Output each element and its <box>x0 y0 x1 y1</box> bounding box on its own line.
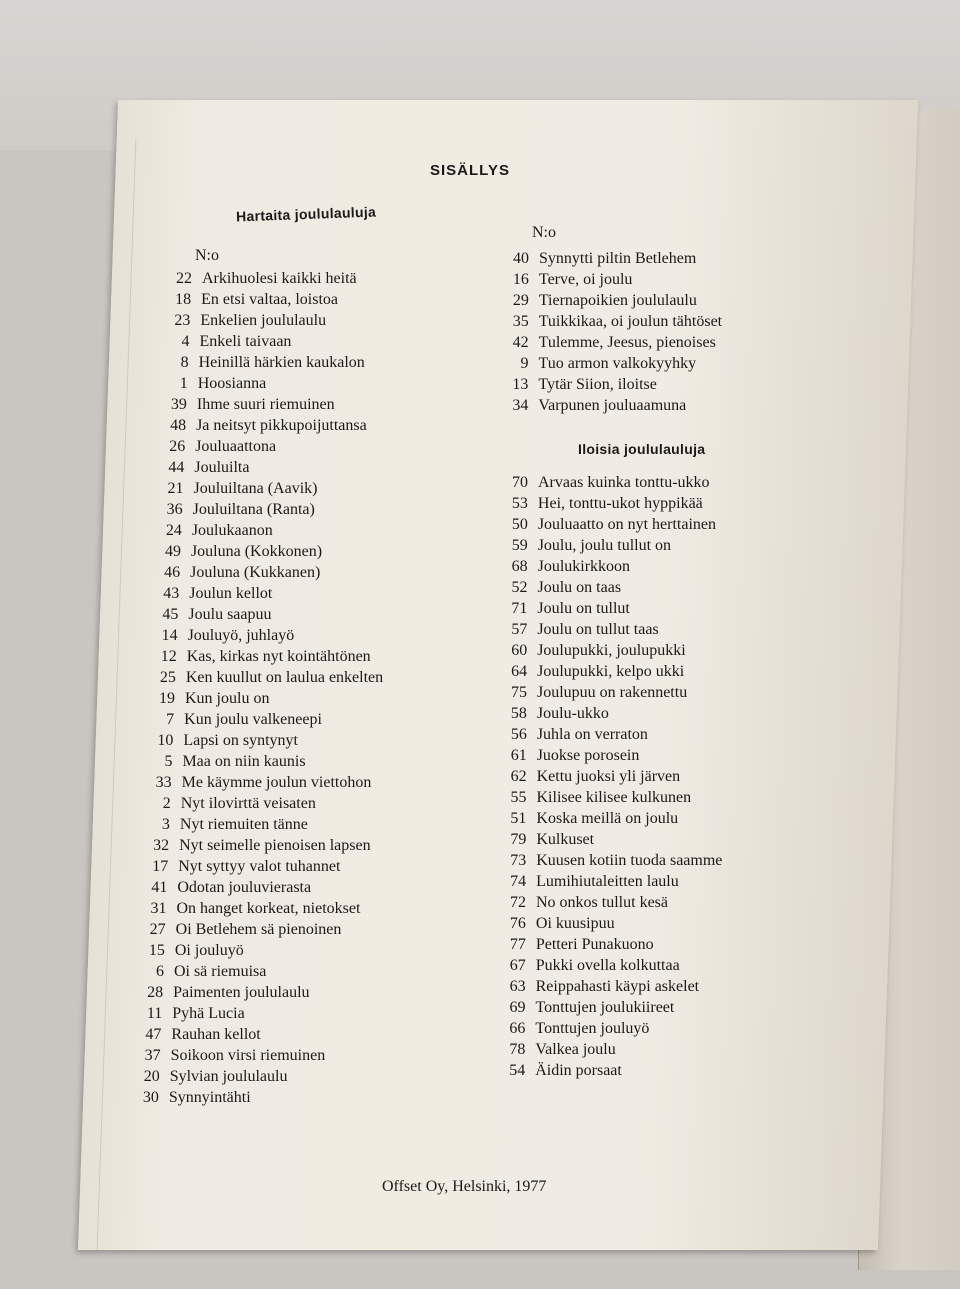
song-title: Maa on niin kaunis <box>182 753 306 770</box>
list-item <box>153 438 490 459</box>
song-title: Jouluna (Kukkanen) <box>190 564 321 581</box>
song-title: Heinillä härkien kaukalon <box>198 354 365 371</box>
list-item <box>497 271 827 292</box>
list-item <box>135 900 491 921</box>
song-title: Oi kuusipuu <box>535 915 615 932</box>
song-number: 63 <box>509 978 526 995</box>
song-number: 32 <box>153 837 170 854</box>
list-item <box>138 816 490 837</box>
song-title: Odotan jouluvierasta <box>177 879 312 896</box>
song-number: 59 <box>511 537 528 554</box>
song-number: 41 <box>151 879 168 896</box>
song-number: 30 <box>142 1089 159 1106</box>
publisher-footer: Offset Oy, Helsinki, 1977 <box>382 1178 547 1195</box>
song-number: 61 <box>510 747 527 764</box>
song-number: 2 <box>162 795 171 812</box>
list-item <box>140 753 490 774</box>
list-item <box>127 1089 490 1110</box>
list-item <box>495 705 826 726</box>
song-title: Lumihiutaleitten laulu <box>536 873 679 890</box>
song-title: Joulu, joulu tullut on <box>537 537 672 554</box>
song-number: 35 <box>512 313 529 330</box>
song-title: Juhla on verraton <box>536 726 648 743</box>
song-title: Nyt riemuiten tänne <box>179 816 308 833</box>
list-item <box>496 397 827 418</box>
list-item <box>496 474 826 495</box>
list-item <box>129 1026 490 1047</box>
list-item <box>136 858 490 879</box>
song-title: Joulukirkkoon <box>537 558 631 575</box>
list-item <box>145 648 490 669</box>
list-item <box>496 537 826 558</box>
song-number: 60 <box>511 642 528 659</box>
song-number: 42 <box>512 334 529 351</box>
song-number: 70 <box>512 474 528 491</box>
list-item <box>496 579 827 600</box>
song-title: Tuikkikaa, oi joulun tähtöset <box>538 313 723 330</box>
list-item <box>132 963 490 984</box>
list-item <box>129 1047 490 1068</box>
song-title: Pyhä Lucia <box>172 1005 245 1022</box>
song-title: Synnyintähti <box>168 1089 251 1106</box>
list-item <box>131 984 490 1005</box>
right-section-heading: Iloisia joululauluja <box>578 441 706 457</box>
song-number: 23 <box>174 312 191 329</box>
song-title: Joulu on taas <box>537 579 622 596</box>
song-title: Tulemme, Jeesus, pienoises <box>538 334 716 351</box>
right-song-list-a <box>497 250 827 418</box>
song-title: Petteri Punakuono <box>535 936 654 953</box>
list-item <box>157 333 490 354</box>
list-item <box>150 522 490 543</box>
list-item <box>497 355 828 376</box>
list-item <box>496 516 826 537</box>
song-number: 40 <box>513 250 529 267</box>
list-item <box>494 810 826 831</box>
song-number: 68 <box>511 558 528 575</box>
song-title: Terve, oi joulu <box>538 271 633 288</box>
list-item <box>494 999 827 1020</box>
list-item <box>152 459 490 480</box>
song-title: Kas, kirkas nyt kointähtönen <box>186 648 371 665</box>
list-item <box>497 250 827 271</box>
page-title: SISÄLLYS <box>430 162 510 179</box>
list-item <box>497 334 827 355</box>
song-number: 52 <box>511 579 528 596</box>
list-item <box>144 669 490 690</box>
song-title: Nyt ilovirttä veisaten <box>180 795 316 812</box>
song-number: 36 <box>166 501 183 518</box>
song-title: Paimenten joululaulu <box>173 984 310 1001</box>
list-item <box>134 921 490 942</box>
right-number-label: N:o <box>532 224 556 241</box>
song-title: Kun joulu on <box>185 690 270 707</box>
song-title: Tytär Siion, iloitse <box>538 376 657 393</box>
song-number: 13 <box>512 376 529 393</box>
song-title: Hei, tonttu-ukot hyppikää <box>537 495 703 512</box>
song-title: Juokse porosein <box>536 747 640 764</box>
left-song-list <box>142 270 490 1110</box>
song-number: 7 <box>166 711 175 728</box>
left-section-heading: Hartaita joululauluja <box>235 203 377 225</box>
song-number: 3 <box>161 816 170 833</box>
song-number: 55 <box>510 789 527 806</box>
song-title: Joulupuu on rakennettu <box>537 684 688 701</box>
song-title: Sylvian joululaulu <box>169 1068 288 1085</box>
list-item <box>139 795 490 816</box>
list-item <box>155 396 490 417</box>
song-title: Kettu juoksi yli järven <box>536 768 681 785</box>
song-number: 72 <box>510 894 526 911</box>
song-title: Varpunen jouluaamuna <box>538 397 687 414</box>
song-number: 45 <box>162 606 179 623</box>
song-number: 78 <box>509 1041 526 1058</box>
list-item <box>140 774 490 795</box>
list-item <box>495 768 826 789</box>
song-title: Synnytti piltin Betlehem <box>539 250 697 267</box>
song-title: Tiernapoikien joululaulu <box>538 292 697 309</box>
song-title: Kulkuset <box>536 831 595 848</box>
left-number-label: N:o <box>195 247 219 264</box>
song-title: Joulupukki, joulupukki <box>537 642 686 659</box>
list-item <box>157 354 490 375</box>
song-number: 51 <box>510 810 527 827</box>
list-item <box>158 312 490 333</box>
song-title: Oi sä riemuisa <box>173 963 267 980</box>
song-title: Reippahasti käypi askelet <box>535 978 700 995</box>
list-item <box>151 501 490 522</box>
song-number: 24 <box>165 522 182 539</box>
song-title: Joulun kellot <box>189 585 273 602</box>
list-item <box>152 480 491 501</box>
list-item <box>159 291 490 312</box>
list-item <box>148 564 490 585</box>
song-number: 73 <box>510 852 527 869</box>
song-title: Ken kuullut on laulua enkelten <box>185 669 384 686</box>
right-song-list-b <box>496 474 826 1083</box>
list-item <box>494 936 826 957</box>
list-item <box>495 663 826 684</box>
song-number: 37 <box>144 1047 161 1064</box>
song-title: Ja neitsyt pikkupoijuttansa <box>196 417 367 434</box>
list-item <box>154 417 490 438</box>
song-number: 6 <box>155 963 164 980</box>
list-item <box>495 684 826 705</box>
song-number: 75 <box>511 684 527 701</box>
song-title: Me käymme joulun viettohon <box>181 774 372 791</box>
song-title: Joulu saapuu <box>188 606 272 623</box>
song-number: 29 <box>512 292 529 309</box>
song-number: 4 <box>181 333 190 350</box>
song-title: Nyt syttyy valot tuhannet <box>178 858 341 875</box>
song-number: 33 <box>155 774 172 791</box>
song-title: Tuo armon valkokyyhky <box>538 355 697 372</box>
list-item <box>141 732 490 753</box>
song-title: Valkea joulu <box>535 1041 616 1058</box>
list-item <box>133 942 490 963</box>
list-item <box>494 978 826 999</box>
song-number: 39 <box>170 396 187 413</box>
song-title: Äidin porsaat <box>535 1062 622 1079</box>
song-number: 44 <box>168 459 185 476</box>
list-item <box>147 585 490 606</box>
list-item <box>497 292 827 313</box>
song-number: 16 <box>512 271 529 288</box>
list-item <box>495 642 826 663</box>
song-number: 22 <box>176 270 192 287</box>
song-title: Arvaas kuinka tonttu-ukko <box>538 474 710 491</box>
song-number: 74 <box>510 873 527 890</box>
list-item <box>495 789 827 810</box>
song-title: Kuusen kotiin tuoda saamme <box>536 852 723 869</box>
song-title: Jouluyö, juhlayö <box>187 627 295 644</box>
song-title: Arkihuolesi kaikki heitä <box>202 270 357 287</box>
song-number: 79 <box>510 831 527 848</box>
list-item <box>497 313 827 334</box>
song-number: 21 <box>167 480 184 497</box>
song-title: Tonttujen joulukiireet <box>535 999 675 1016</box>
list-item <box>160 270 490 291</box>
list-item <box>495 726 826 747</box>
song-number: 56 <box>510 726 527 743</box>
song-number: 34 <box>512 397 529 414</box>
song-number: 28 <box>147 984 164 1001</box>
song-number: 67 <box>509 957 526 974</box>
list-item <box>493 1062 826 1083</box>
song-number: 43 <box>163 585 180 602</box>
song-title: Jouluaattona <box>195 438 277 455</box>
list-item <box>156 375 490 396</box>
song-number: 54 <box>509 1062 526 1079</box>
list-item <box>496 558 826 579</box>
song-title: Hoosianna <box>197 375 267 392</box>
song-number: 76 <box>509 915 526 932</box>
list-item <box>128 1068 490 1089</box>
song-number: 49 <box>164 543 181 560</box>
list-item <box>135 879 490 900</box>
song-number: 31 <box>150 900 167 917</box>
list-item <box>494 915 826 936</box>
song-number: 46 <box>164 564 181 581</box>
song-number: 11 <box>146 1005 163 1022</box>
song-number: 19 <box>159 690 175 707</box>
song-title: Oi jouluyö <box>174 942 244 959</box>
list-item <box>130 1005 490 1026</box>
song-title: Joulukaanon <box>191 522 273 539</box>
song-number: 20 <box>143 1068 160 1085</box>
song-number: 62 <box>510 768 527 785</box>
list-item <box>494 873 826 894</box>
list-item <box>495 621 826 642</box>
song-number: 47 <box>145 1026 162 1043</box>
song-title: Soikoon virsi riemuinen <box>170 1047 326 1064</box>
song-number: 5 <box>164 753 173 770</box>
song-number: 58 <box>510 705 527 722</box>
song-title: Jouluna (Kokkonen) <box>190 543 323 560</box>
song-number: 10 <box>157 732 174 749</box>
song-title: Jouluaatto on nyt herttainen <box>537 516 716 533</box>
song-title: Kilisee kilisee kulkunen <box>536 789 692 806</box>
song-number: 71 <box>511 600 528 617</box>
song-title: Enkelien joululaulu <box>200 312 327 329</box>
song-title: Jouluilta <box>194 459 250 476</box>
song-title: Jouluiltana (Aavik) <box>193 480 318 497</box>
song-title: Joulu on tullut taas <box>537 621 659 638</box>
song-title: Joulu on tullut <box>537 600 630 617</box>
song-number: 15 <box>148 942 165 959</box>
list-item <box>493 1020 826 1041</box>
song-title: Kun joulu valkeneepi <box>184 711 322 728</box>
list-item <box>137 837 490 858</box>
song-number: 9 <box>520 355 529 372</box>
song-title: Joulu-ukko <box>536 705 609 722</box>
song-title: Ihme suuri riemuinen <box>196 396 335 413</box>
song-number: 18 <box>175 291 192 308</box>
song-title: Lapsi on syntynyt <box>183 732 298 749</box>
list-item <box>146 606 490 627</box>
song-number: 69 <box>509 999 526 1016</box>
song-title: Enkeli taivaan <box>199 333 292 350</box>
song-number: 48 <box>170 417 187 434</box>
song-number: 77 <box>509 936 526 953</box>
song-number: 1 <box>179 375 188 392</box>
song-title: No onkos tullut kesä <box>536 894 668 911</box>
list-item <box>142 711 490 732</box>
song-title: Oi Betlehem sä pienoinen <box>175 921 342 938</box>
list-item <box>494 894 826 915</box>
song-number: 12 <box>160 648 177 665</box>
song-number: 57 <box>511 621 528 638</box>
song-title: Rauhan kellot <box>171 1026 261 1043</box>
song-number: 66 <box>509 1020 526 1037</box>
song-number: 26 <box>169 438 186 455</box>
list-item <box>496 495 826 516</box>
song-number: 50 <box>511 516 528 533</box>
song-number: 53 <box>511 495 528 512</box>
list-item <box>496 376 827 397</box>
list-item <box>494 831 826 852</box>
list-item <box>495 747 826 768</box>
list-item <box>146 627 490 648</box>
song-title: Koska meillä on joulu <box>536 810 679 827</box>
list-item <box>143 690 490 711</box>
song-number: 14 <box>161 627 178 644</box>
song-title: Tonttujen jouluyö <box>535 1020 650 1037</box>
song-title: On hanget korkeat, nietokset <box>176 900 361 917</box>
song-number: 27 <box>149 921 166 938</box>
list-item <box>494 852 826 873</box>
song-title: Nyt seimelle pienoisen lapsen <box>179 837 371 854</box>
list-item <box>493 1041 826 1062</box>
song-title: Jouluiltana (Ranta) <box>192 501 315 518</box>
song-number: 8 <box>180 354 189 371</box>
song-title: En etsi valtaa, loistoa <box>201 291 339 308</box>
song-number: 64 <box>511 663 528 680</box>
list-item <box>149 543 490 564</box>
song-number: 25 <box>159 669 176 686</box>
list-item <box>494 957 826 978</box>
list-item <box>495 600 826 621</box>
song-title: Joulupukki, kelpo ukki <box>537 663 685 680</box>
song-number: 17 <box>152 858 169 875</box>
song-title: Pukki ovella kolkuttaa <box>535 957 680 974</box>
